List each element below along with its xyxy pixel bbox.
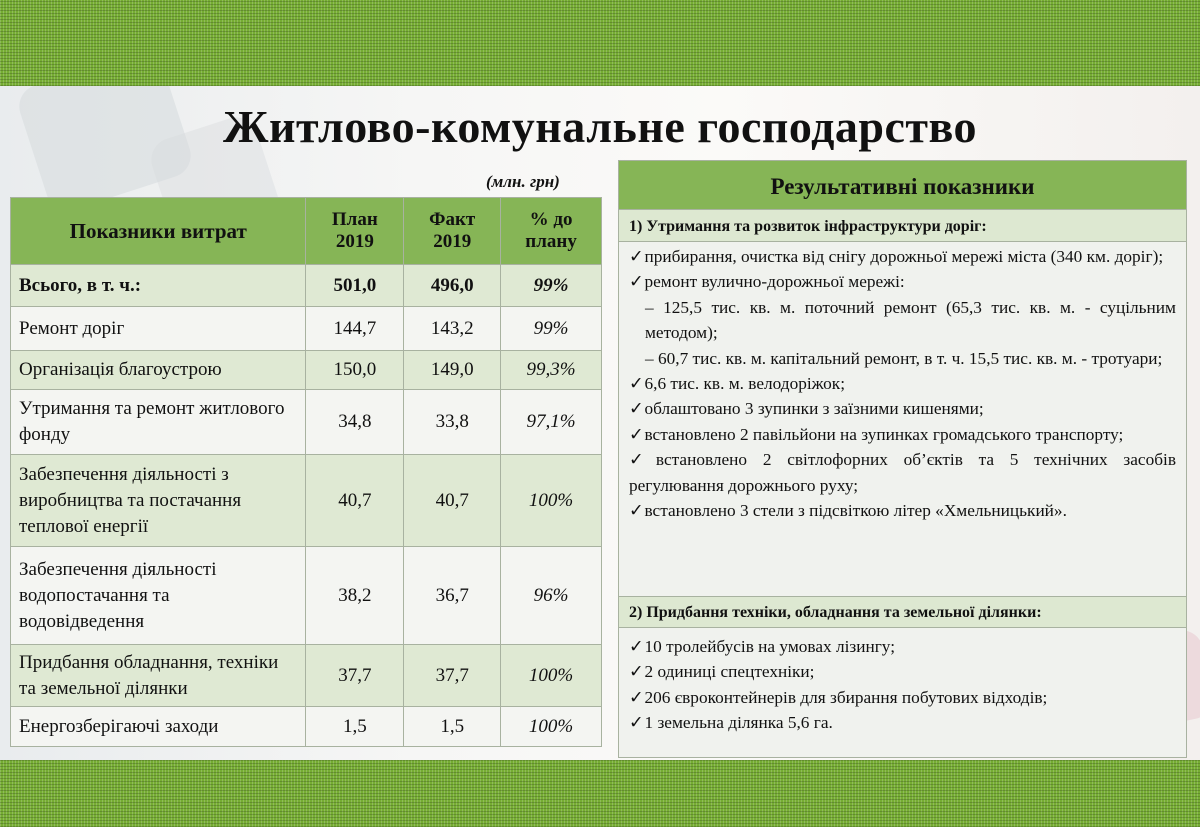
checkmark-icon: ✓	[629, 247, 644, 266]
row-label: Утримання та ремонт житлового фонду	[11, 390, 306, 455]
plan-value: 144,7	[306, 307, 404, 351]
table-row-total	[11, 265, 602, 307]
table-row	[11, 390, 602, 455]
results-title: Результативні показники	[619, 161, 1186, 210]
row-label: Придбання обладнання, техніки та земельної ділянки	[11, 645, 306, 707]
list-item	[629, 498, 1176, 523]
fact-value: 143,2	[404, 307, 501, 351]
bottom-decor-band	[0, 760, 1200, 827]
fact-value: 1,5	[404, 707, 501, 747]
column-header-plan: План 2019	[306, 198, 404, 265]
row-label: Забезпечення діяльності з виробництва та постачання теплової енергії	[11, 455, 306, 547]
table-row	[11, 455, 602, 547]
column-header-percent: % до плану	[501, 198, 602, 265]
percent-value: 100%	[501, 707, 602, 747]
checkmark-icon: ✓	[629, 374, 644, 394]
row-label: Ремонт доріг	[11, 307, 306, 351]
top-decor-band	[0, 0, 1200, 86]
list-item-text: 2 одиниці спецтехніки;	[644, 662, 815, 682]
fact-value: 33,8	[404, 390, 501, 455]
list-item-text: встановлено 3 стели з підсвіткою літер «Хмельницький».	[644, 501, 1067, 521]
percent-value: 100%	[501, 645, 602, 707]
list-item-text: ремонт вулично-дорожньої мережі:	[644, 272, 905, 292]
fact-value: 36,7	[404, 547, 501, 645]
table-row	[11, 547, 602, 645]
fact-value: 37,7	[404, 645, 501, 707]
unit-note: (млн. грн)	[486, 172, 560, 191]
list-item-text: облаштовано 3 зупинки з заїзними кишенями;	[644, 399, 984, 419]
plan-value: 38,2	[306, 547, 404, 645]
list-item-text: прибирання, очистка від снігу дорожньої мережі міста (340 км. доріг);	[644, 247, 1164, 266]
row-label: Організація благоустрою	[11, 351, 306, 390]
list-item	[629, 396, 1176, 421]
list-item-text: встановлено 2 павільйони на зупинках громадського транспорту;	[644, 424, 1124, 444]
section-body-roads	[619, 242, 1186, 596]
table-row	[11, 307, 602, 351]
checkmark-icon: ✓	[629, 450, 655, 470]
table-row	[11, 707, 602, 747]
row-label: Всього, в т. ч.:	[11, 265, 306, 307]
list-item	[629, 269, 1176, 294]
row-label: Енергозберігаючі заходи	[11, 707, 306, 747]
table-header-row	[11, 198, 602, 265]
section-body-equipment	[619, 628, 1186, 736]
checkmark-icon: ✓	[629, 713, 644, 733]
list-item-text: 6,6 тис. кв. м. велодоріжок;	[644, 374, 846, 394]
fact-value: 149,0	[404, 351, 501, 390]
section-title-roads: 1) Утримання та розвиток інфраструктури доріг:	[619, 210, 1186, 242]
percent-value: 99%	[501, 265, 602, 307]
plan-value: 40,7	[306, 455, 404, 547]
list-item	[629, 685, 1176, 710]
checkmark-icon: ✓	[629, 637, 644, 656]
list-item-text: 206 євроконтейнерів для збирання побутових відходів;	[644, 687, 1048, 707]
sub-list-item: – 60,7 тис. кв. м. капітальний ремонт, в т. ч. 15,5 тис. кв. м. - тротуари;	[645, 348, 1163, 368]
row-label: Забезпечення діяльності водопостачання та водовідведення	[11, 547, 306, 645]
list-item	[629, 422, 1176, 447]
list-item	[629, 447, 1176, 498]
percent-value: 99%	[501, 307, 602, 351]
costs-table	[10, 197, 602, 747]
sub-list-item: – 125,5 тис. кв. м. поточний ремонт (65,3 тис. кв. м. - суцільним методом);	[645, 297, 1176, 343]
fact-value: 496,0	[404, 265, 501, 307]
table-row	[11, 351, 602, 390]
list-item	[629, 710, 1176, 735]
list-item-text: 10 тролейбусів на умовах лізингу;	[644, 637, 896, 656]
plan-value: 34,8	[306, 390, 404, 455]
plan-value: 37,7	[306, 645, 404, 707]
checkmark-icon: ✓	[629, 399, 644, 419]
column-header-indicator: Показники витрат	[11, 198, 306, 265]
checkmark-icon: ✓	[629, 687, 644, 707]
list-item	[629, 244, 1176, 269]
list-item	[629, 371, 1176, 396]
checkmark-icon: ✓	[629, 424, 644, 444]
fact-value: 40,7	[404, 455, 501, 547]
column-header-fact: Факт 2019	[404, 198, 501, 265]
list-item-text: встановлено 2 світлофорних об’єктів та 5 технічних засобів регулювання дорожнього руху;	[629, 450, 1176, 495]
plan-value: 501,0	[306, 265, 404, 307]
list-item	[629, 634, 1176, 659]
slide-title: Житлово-комунальне господарство	[223, 101, 977, 152]
list-item	[629, 659, 1176, 684]
checkmark-icon: ✓	[629, 272, 644, 292]
percent-value: 99,3%	[501, 351, 602, 390]
percent-value: 97,1%	[501, 390, 602, 455]
plan-value: 150,0	[306, 351, 404, 390]
plan-value: 1,5	[306, 707, 404, 747]
percent-value: 96%	[501, 547, 602, 645]
percent-value: 100%	[501, 455, 602, 547]
results-panel	[618, 160, 1187, 758]
table-row	[11, 645, 602, 707]
list-item-text: 1 земельна ділянка 5,6 га.	[644, 713, 833, 733]
section-title-equipment: 2) Придбання техніки, обладнання та земельної ділянки:	[619, 596, 1186, 628]
checkmark-icon: ✓	[629, 501, 644, 521]
checkmark-icon: ✓	[629, 662, 644, 682]
